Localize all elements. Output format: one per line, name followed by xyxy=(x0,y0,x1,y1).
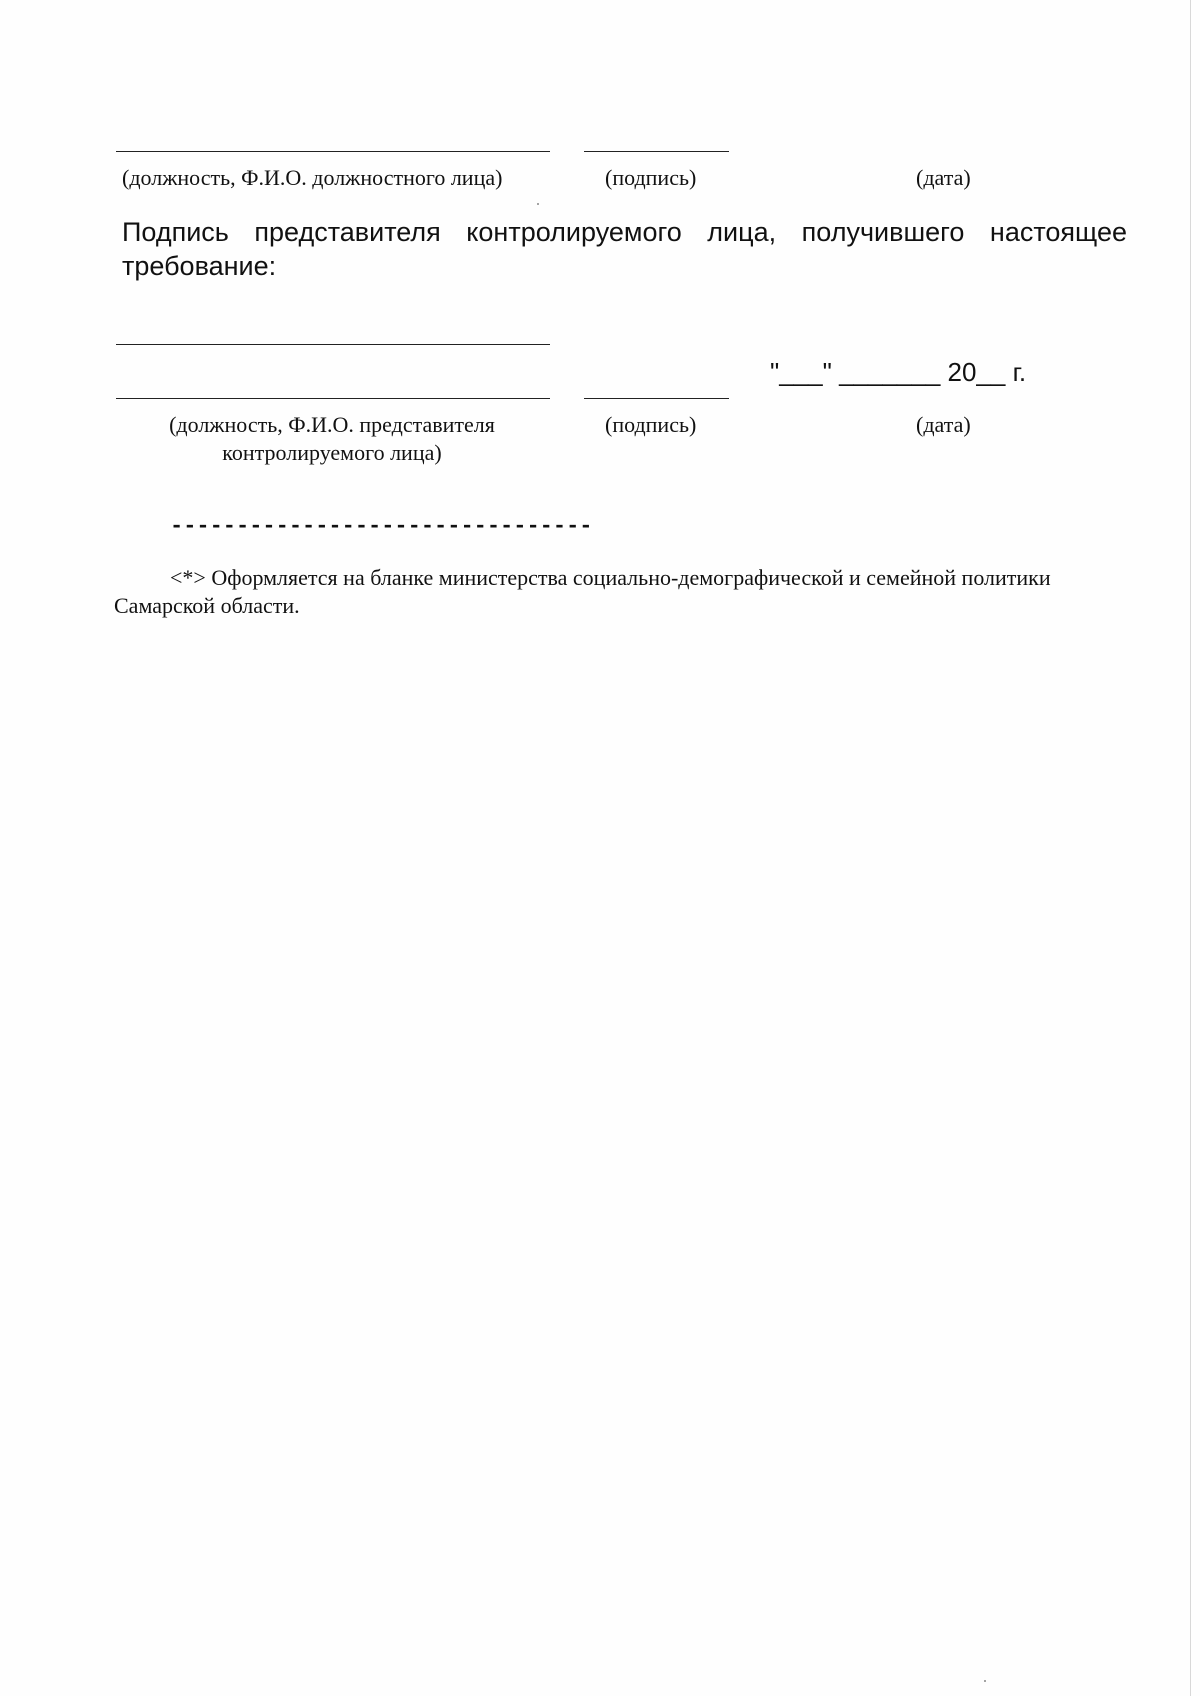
footnote-text: <*> Оформляется на бланке министерства социально-демографической и семейной политики Самарской области. xyxy=(114,565,1051,618)
position-name-blank-line-lower xyxy=(116,398,550,399)
caption-date: (дата) xyxy=(916,165,971,190)
heading-line-2: требование: xyxy=(122,251,277,281)
heading-line-1: Подпись представителя контролируемого лица, получившего настоящее xyxy=(122,217,1127,247)
position-name-blank-line xyxy=(116,151,550,152)
caption-representative-position-name xyxy=(122,411,542,467)
caption-signature: (подпись) xyxy=(605,412,697,437)
page-edge xyxy=(1190,0,1191,1696)
caption-date: (дата) xyxy=(916,412,971,437)
caption-signature: (подпись) xyxy=(605,165,697,190)
scan-speck xyxy=(537,203,539,205)
signature-blank-line xyxy=(584,151,729,152)
caption-representative-line-1: (должность, Ф.И.О. представителя xyxy=(169,412,495,437)
representative-signature-heading xyxy=(122,215,1127,283)
scan-speck xyxy=(984,1680,986,1682)
footnote-separator: -------------------------------- xyxy=(170,514,593,539)
date-template: "___" _______ 20__ г. xyxy=(770,357,1027,387)
position-name-blank-line-upper xyxy=(116,344,550,345)
signature-blank-line xyxy=(584,398,729,399)
caption-position-name: (должность, Ф.И.О. должностного лица) xyxy=(122,165,503,190)
caption-representative-line-2: контролируемого лица) xyxy=(222,440,442,465)
